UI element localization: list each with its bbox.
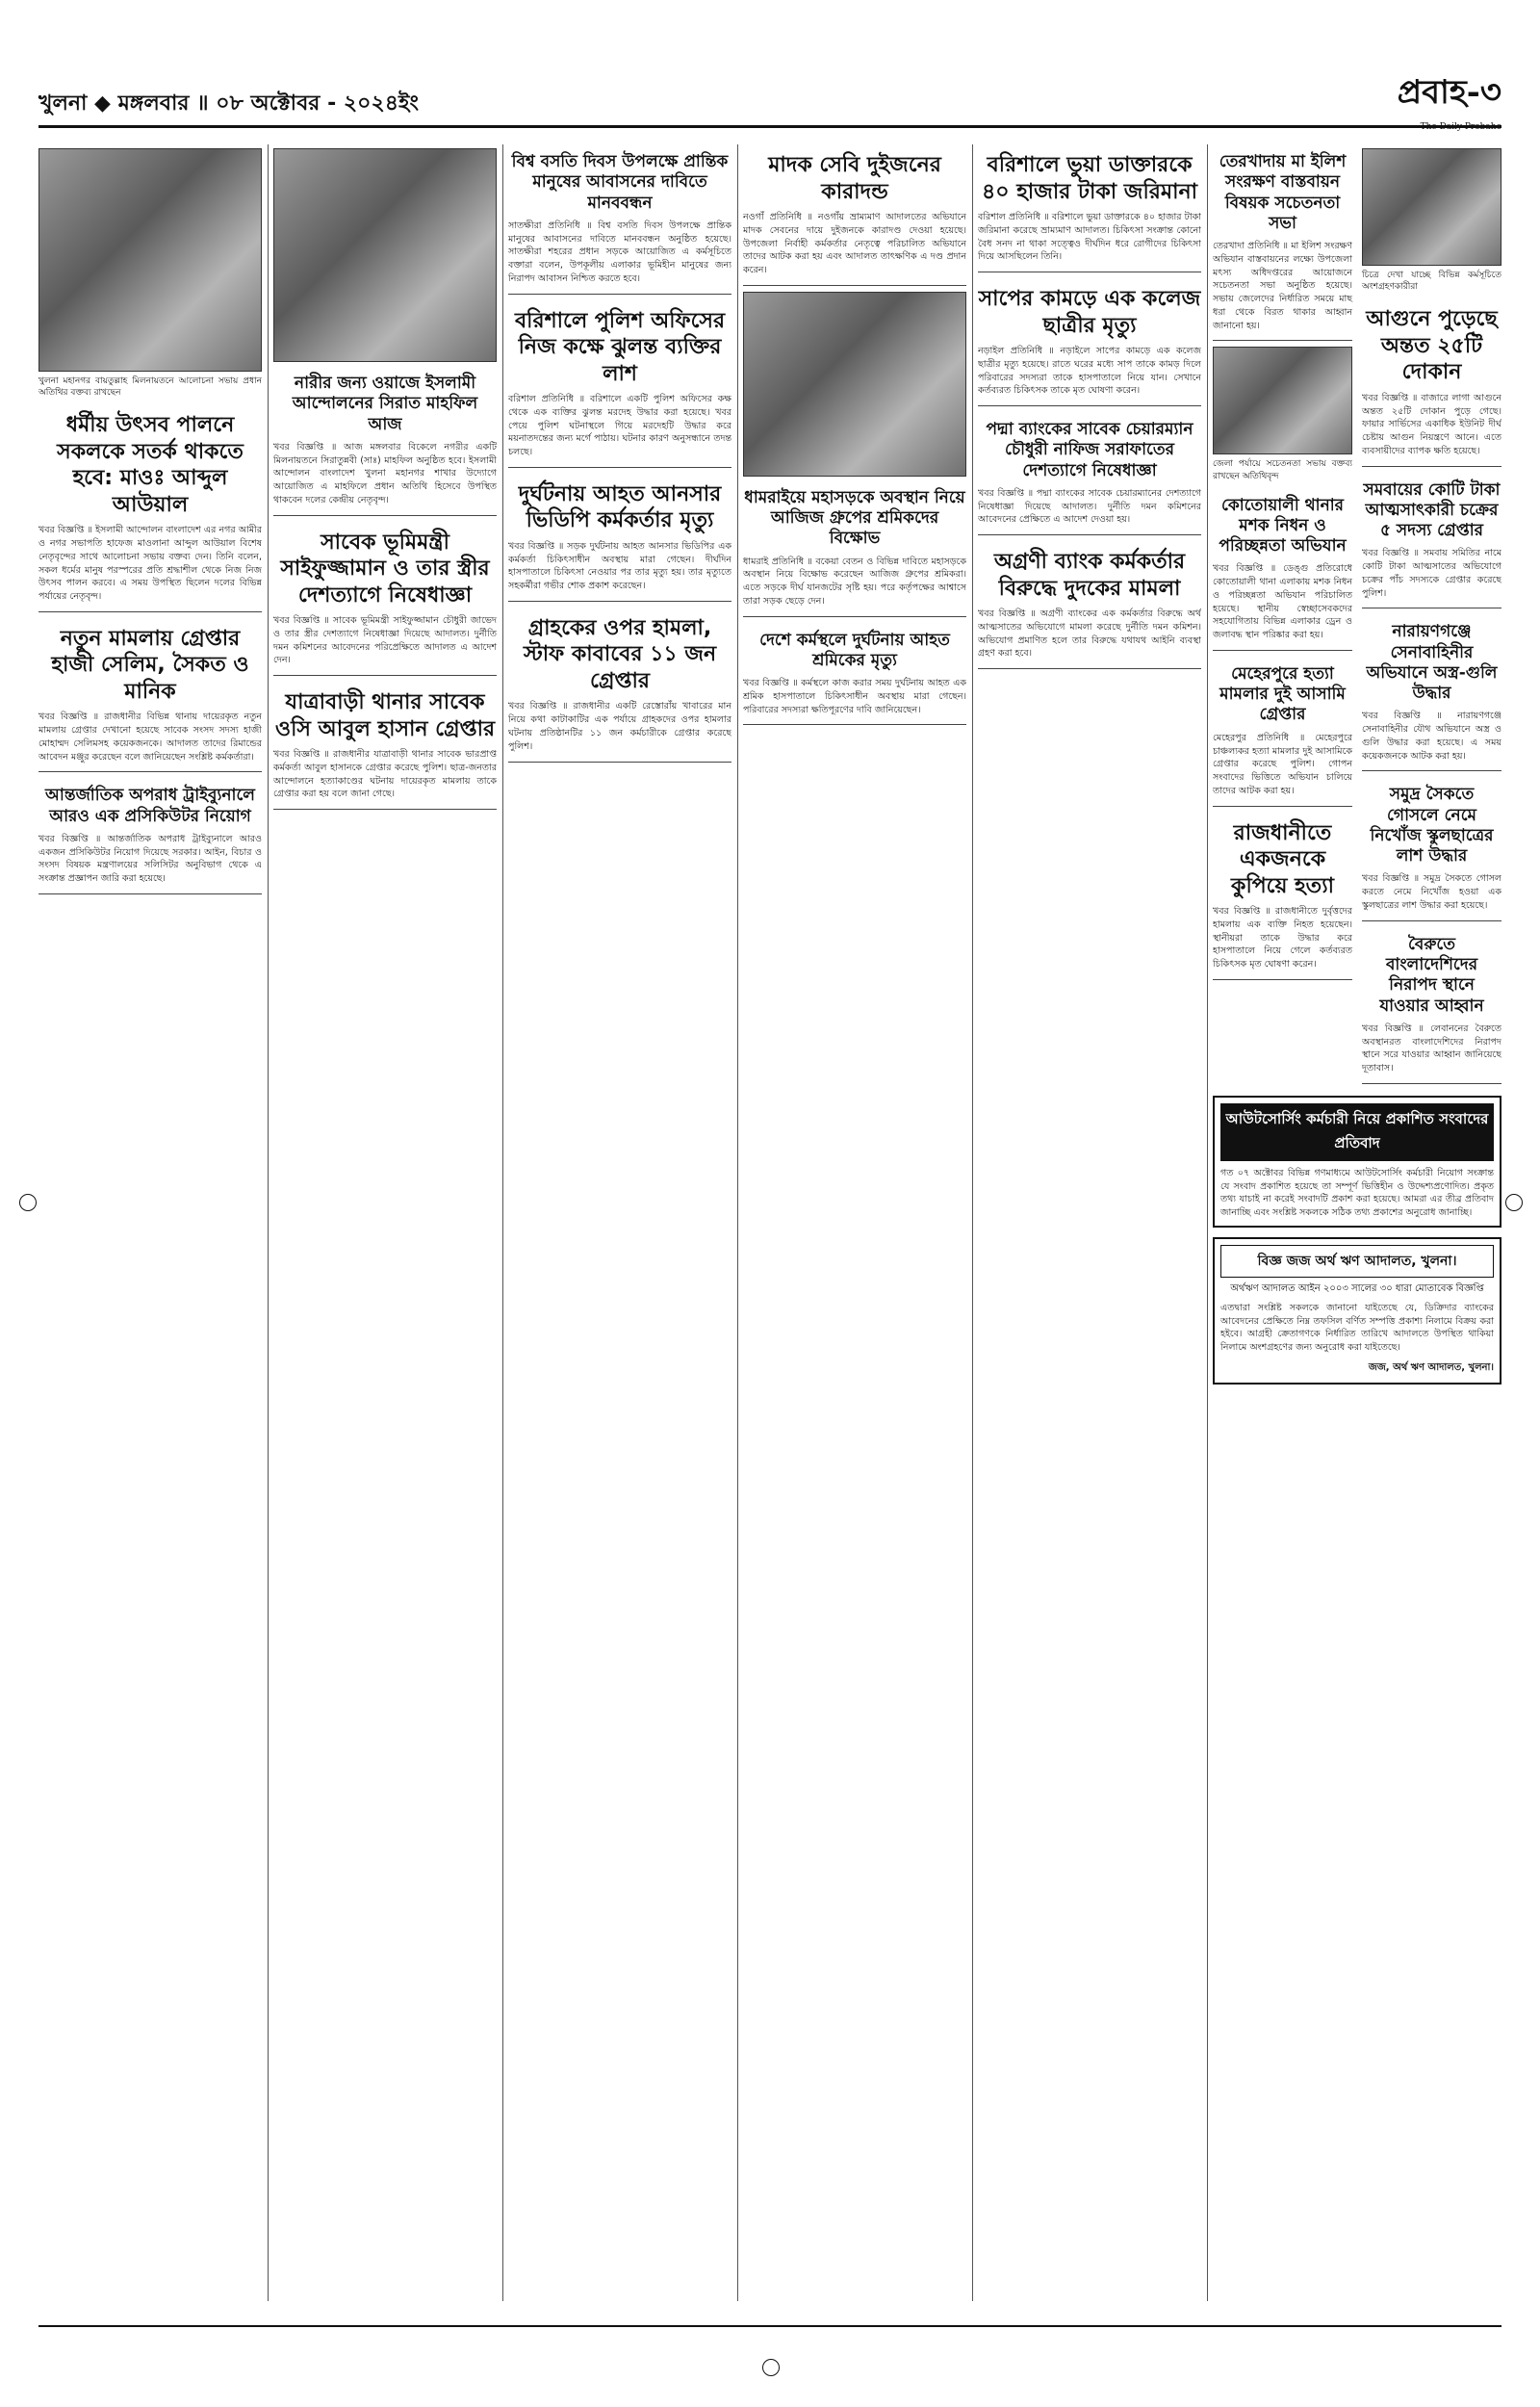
article-body: খবর বিজ্ঞপ্তি ॥ আজ মঙ্গলবার বিকেলে নগরীর একটি মিলনায়তনে সিরাতুন্নবী (সাঃ) মাহফিল অনুষ্ঠিত হবে। ইসলামী আন্দোলন বাংলাদেশ খুলনা মহানগর শাখার উদ্যোগে আয়োজিত এ মাহফিলে প্রধান অতিথি হিসেবে উপস্থিত থাকবেন দলের কেন্দ্রীয় নেতৃবৃন্দ। [273,441,497,505]
protest-notice [1213,1096,1502,1228]
article-body: খবর বিজ্ঞপ্তি ॥ পদ্মা ব্যাংকের সাবেক চেয়ারম্যানের দেশত্যাগে নিষেধাজ্ঞা দিয়েছে আদালত। দুর্নীতি দমন কমিশনের আবেদনের প্রেক্ষিতে এ আদেশ দেওয়া হয়। [978,487,1201,526]
article-body: খবর বিজ্ঞপ্তি ॥ রাজধানীতে দুর্বৃত্তদের হামলায় এক ব্যক্তি নিহত হয়েছেন। স্থানীয়রা তাকে উদ্ধার করে হাসপাতালে নিয়ে গেলে কর্তব্যরত চিকিৎসক মৃত ঘোষণা করেন। [1213,906,1352,971]
article [1213,657,1352,807]
article-headline: নতুন মামলায় গ্রেপ্তার হাজী সেলিম, সৈকত ও মানিক [51,626,249,704]
logo-subtitle: The Daily Probaho [1420,122,1502,132]
article-headline: বরিশালে পুলিশ অফিসের নিজ কক্ষে ঝুলন্ত ব্যক্তির লাশ [514,308,726,386]
court-subtitle: অর্থঋণ আদালত আইন ২০০৩ সালের ৩০ ধারা মোতাবেক বিজ্ঞপ্তি [1230,1282,1484,1294]
article-headline: দুর্ঘটনায় আহত আনসার ভিডিপি কর্মকর্তার মৃত্যু [518,481,722,533]
photo-caption: জেলা পর্যায়ে সচেতনতা সভায় বক্তব্য রাখছেন অতিথিবৃন্দ [1213,459,1352,481]
news-photo [38,148,262,372]
photo-caption: চিত্রে দেখা যাচ্ছে বিভিন্ন কর্মসূচিতে অংশগ্রহণকারীরা [1362,271,1502,293]
article-body: খবর বিজ্ঞপ্তি ॥ রাজধানীর বিভিন্ন থানায় দায়েরকৃত নতুন মামলায় গ্রেপ্তার দেখানো হয়েছে সাবেক সংসদ সদস্য হাজী মোহাম্মদ সেলিমসহ কয়েকজনকে। আদালত তাদের রিমান্ডের আবেদন মঞ্জুর করেছেন বলে জানিয়েছেন সংশ্লিষ্ট কর্মকর্তারা। [38,712,262,763]
article-headline: কোতোয়ালী থানার মশক নিধন ও পরিচ্ছন্নতা অভিযান [1219,495,1347,556]
column-5 [978,144,1201,2301]
article-headline: ধর্মীয় উৎসব পালনে সকলকে সতর্ক থাকতে হবে: মাওঃ আব্দুল আউয়াল [57,413,244,517]
sub-column-left [1213,144,1352,1090]
article [38,618,262,773]
registration-mark [19,1194,37,1211]
masthead [38,73,1502,132]
article [508,608,732,763]
article [1362,777,1502,920]
article-headline: পদ্মা ব্যাংকের সাবেক চেয়ারম্যান চৌধুরী নাফিজ সরাফাতের দেশত্যাগে নিষেধাজ্ঞা [986,420,1194,480]
article [743,623,966,726]
news-photo [1213,347,1352,454]
article-body: তেরখাদা প্রতিনিধি ॥ মা ইলিশ সংরক্ষণ অভিযান বাস্তবায়নের লক্ষ্যে উপজেলা মৎস্য অধিদপ্তরের আয়োজনে সচেতনতা সভা অনুষ্ঠিত হয়েছে। সভায় জেলেদের নির্ধারিত সময়ে মাছ ধরা থেকে বিরত থাকার আহ্বান জানানো হয়। [1213,241,1352,331]
article-headline: আগুনে পুড়েছে অন্তত ২৫টি দোকান [1366,307,1498,385]
article [978,278,1201,406]
article [38,404,262,612]
article [978,541,1201,669]
article [273,522,497,677]
column-divider [737,144,738,2301]
court-body: এতদ্বারা সংশ্লিষ্ট সকলকে জানানো যাইতেছে যে, ডিক্রিদার ব্যাংকের আবেদনের প্রেক্ষিতে নিম্ন তফসিল বর্ণিত সম্পত্তি প্রকাশ্য নিলামে বিক্রয় করা হইবে। আগ্রহী ক্রেতাগণকে নির্ধারিত তারিখে আদালতে উপস্থিত থাকিয়া নিলামে অংশগ্রহণের জন্য অনুরোধ করা যাইতেছে। [1220,1302,1494,1354]
article [273,682,497,810]
article-body: মেহেরপুর প্রতিনিধি ॥ মেহেরপুরে চাঞ্চল্যকর হত্যা মামলার দুই আসামিকে গ্রেপ্তার করেছে পুলিশ। গোপন সংবাদের ভিত্তিতে অভিযান চালিয়ে তাদের আটক করা হয়। [1213,732,1352,796]
right-top-row [1213,144,1502,1090]
article-body: ধামরাই প্রতিনিধি ॥ বকেয়া বেতন ও বিভিন্ন দাবিতে মহাসড়কে অবস্থান নিয়ে বিক্ষোভ করেছেন আজিজ গ্রুপের শ্রমিকরা। এতে সড়কে দীর্ঘ যানজটের সৃষ্টি হয়। পরে কর্তৃপক্ষের আশ্বাসে তারা সড়ক ছেড়ে দেন। [743,556,966,607]
article [508,144,732,295]
column-3 [508,144,732,2301]
photo-caption: খুলনা মহানগর বায়তুল্লাহ মিলনায়তনে আলোচনা সভায় প্রধান অতিথির বক্তব্য রাখছেন [38,376,262,399]
article [273,366,497,516]
article-body: খবর বিজ্ঞপ্তি ॥ সাবেক ভূমিমন্ত্রী সাইফুজ্জামান চৌধুরী জাভেদ ও তার স্ত্রীর দেশত্যাগে নিষেধাজ্ঞা দিয়েছে আদালত। দুর্নীতি দমন কমিশনের আবেদনের পরিপ্রেক্ষিতে আদালত এ আদেশ দেন। [273,615,497,666]
article-body: খবর বিজ্ঞপ্তি ॥ কর্মস্থলে কাজ করার সময় দুর্ঘটনায় আহত এক শ্রমিক হাসপাতালে চিকিৎসাধীন অবস্থায় মারা গেছেন। পরিবারের সদস্যরা ক্ষতিপূরণের দাবি জানিয়েছেন। [743,678,966,715]
article-headline: বিশ্ব বসতি দিবস উপলক্ষে প্রান্তিক মানুষের আবাসনের দাবিতে মানববন্ধন [511,152,729,213]
column-divider [502,144,503,2301]
article-body: খবর বিজ্ঞপ্তি ॥ সড়ক দুর্ঘটনায় আহত আনসার ভিডিপির এক কর্মকর্তা চিকিৎসাধীন অবস্থায় মারা গেছেন। দীর্ঘদিন হাসপাতালে চিকিৎসা নেওয়ার পর তার মৃত্যু হয়। তার মৃত্যুতে সহকর্মীরা গভীর শোক প্রকাশ করেছেন। [508,540,732,592]
article-headline: মেহেরপুরে হত্যা মামলার দুই আসামি গ্রেপ্তার [1219,663,1346,725]
article-headline: নারায়ণগঞ্জে সেনাবাহিনীর অভিযানে অস্ত্র-গুলি উদ্ধার [1366,622,1498,704]
newspaper-logo [1398,67,1502,132]
article-body: নওগাঁ প্রতিনিধি ॥ নওগাঁয় ভ্রাম্যমাণ আদালতের অভিযানে মাদক সেবনের দায়ে দুইজনকে কারাদণ্ড দেওয়া হয়েছে। উপজেলা নির্বাহী কর্মকর্তার নেতৃত্বে পরিচালিত অভিযানে তাদের আটক করা হয় এবং আদালত তাৎক্ষণিক এ দণ্ড প্রদান করেন। [743,212,966,276]
article [1213,144,1352,341]
article-headline: রাজধানীতে একজনকে কুপিয়ে হত্যা [1231,820,1334,898]
article-body: খবর বিজ্ঞপ্তি ॥ ইসলামী আন্দোলন বাংলাদেশ এর নগর আমীর ও নগর সভাপতি হাফেজ মাওলানা আব্দুল আউয়াল বিশেষ নেতৃবৃন্দের সাথে আলোচনা সভায় বক্তব্য দেন। তিনি বলেন, সকল ধর্মের মানুষ পরস্পরের প্রতি শ্রদ্ধাশীল থেকে নিজ নিজ উৎসব পালন করবে। এ সময় উপস্থিত ছিলেন দলের বিভিন্ন পর্যায়ের নেতৃবৃন্দ। [38,525,262,603]
court-title: বিজ্ঞ জজ অর্থ ঋণ আদালত, খুলনা। [1220,1245,1494,1278]
article-headline: বরিশালে ভুয়া ডাক্তারকে ৪০ হাজার টাকা জরিমানা [982,153,1197,204]
article [508,300,732,468]
article-headline: মাদক সেবি দুইজনের কারাদন্ড [768,153,941,204]
court-notice [1213,1237,1502,1385]
article [508,474,732,602]
dateline: খুলনা ◆ মঙ্গলবার ॥ ০৮ অক্টোবর - ২০২৪ইং [38,91,419,116]
newspaper-page [38,39,1502,2368]
article-body: খবর বিজ্ঞপ্তি ॥ লেবাননের বৈরুতে অবস্থানরত বাংলাদেশিদের নিরাপদ স্থানে সরে যাওয়ার আহ্বান জানিয়েছে দূতাবাস। [1362,1022,1502,1074]
article-body: খবর বিজ্ঞপ্তি ॥ আন্তর্জাতিক অপরাধ ট্রাইব্যুনালে আরও একজন প্রসিকিউটর নিয়োগ দিয়েছে সরকার। আইন, বিচার ও সংসদ বিষয়ক মন্ত্রণালয়ের সলিসিটর অনুবিভাগ থেকে এ সংক্রান্ত প্রজ্ঞাপন জারি করা হয়েছে। [38,833,262,885]
article-headline: বৈরুতে বাংলাদেশিদের নিরাপদ স্থানে যাওয়ার আহ্বান [1379,934,1484,1016]
article-headline: যাত্রাবাড়ী থানার সাবেক ওসি আবুল হাসান গ্রেপ্তার [274,690,496,741]
article-headline: আন্তর্জাতিক অপরাধ ট্রাইব্যুনালে আরও এক প্রসিকিউটর নিয়োগ [45,786,255,826]
article-headline: সমবায়ের কোটি টাকা আত্মসাৎকারী চক্রের ৫ সদস্য গ্রেপ্তার [1363,479,1501,541]
article-body: খবর বিজ্ঞপ্তি ॥ রাজধানীর যাত্রাবাড়ী থানার সাবেক ভারপ্রাপ্ত কর্মকর্তা আবুল হাসানকে গ্রেপ্তার করেছে পুলিশ। ছাত্র-জনতার আন্দোলনে হত্যাকাণ্ডের ঘটনায় দায়েরকৃত মামলায় তাকে গ্রেপ্তার করা হয় বলে জানা গেছে। [273,749,497,800]
article [1213,813,1352,980]
article-body: নড়াইল প্রতিনিধি ॥ নড়াইলে সাপের কামড়ে এক কলেজ ছাত্রীর মৃত্যু হয়েছে। রাতে ঘরের মধ্যে সাপ তাকে কামড় দিলে পরিবারের সদস্যরা তাকে হাসপাতালে নিয়ে যান। সেখানে কর্তব্যরত চিকিৎসক তাকে মৃত ঘোষণা করেন। [978,346,1201,397]
sub-column-right [1362,144,1502,1090]
article-body: খবর বিজ্ঞপ্তি ॥ ডেঙ্গু প্রতিরোধে কোতোয়ালী থানা এলাকায় মশক নিধন ও পরিচ্ছন্নতা অভিযান পরিচালিত হয়েছে। স্থানীয় স্বেচ্ছাসেবকদের সহযোগিতায় বিভিন্ন এলাকার ড্রেন ও জলাবদ্ধ স্থান পরিষ্কার করা হয়। [1213,563,1352,641]
court-signature: জজ, অর্থ ঋণ আদালত, খুলনা। [1368,1361,1494,1373]
article [1362,927,1502,1084]
article [1362,298,1502,466]
column-divider [1207,144,1208,2301]
article-body: খবর বিজ্ঞপ্তি ॥ অগ্রণী ব্যাংকের এক কর্মকর্তার বিরুদ্ধে অর্থ আত্মসাতের অভিযোগে মামলা করেছে দুর্নীতি দমন কমিশন। অভিযোগ প্রমাণিত হলে তার বিরুদ্ধে যথাযথ আইনি ব্যবস্থা গ্রহণ করা হবে। [978,608,1201,660]
article-body: খবর বিজ্ঞপ্তি ॥ সমবায় সমিতির নামে কোটি টাকা আত্মসাতের অভিযোগে চক্রের পাঁচ সদস্যকে গ্রেপ্তার করেছে পুলিশ। [1362,548,1502,599]
article [1362,614,1502,771]
notice-title: আউটসোর্সিং কর্মচারী নিয়ে প্রকাশিত সংবাদের প্রতিবাদ [1220,1103,1494,1161]
article-body: খবর বিজ্ঞপ্তি ॥ বাজারে লাগা আগুনে অন্তত ২৫টি দোকান পুড়ে গেছে। ফায়ার সার্ভিসের একাধিক ইউনিট দীর্ঘ চেষ্টায় আগুন নিয়ন্ত্রণে আনে। এতে ব্যবসায়ীদের ব্যাপক ক্ষতি হয়েছে। [1362,392,1502,456]
news-photo [273,148,497,362]
article-headline: সমুদ্র সৈকতে গোসলে নেমে নিখোঁজ স্কুলছাত্রের লাশ উদ্ধার [1370,785,1494,867]
news-photo [1362,148,1502,266]
article-body: বরিশাল প্রতিনিধি ॥ বরিশালে একটি পুলিশ অফিসের কক্ষ থেকে এক ব্যক্তির ঝুলন্ত মরদেহ উদ্ধার করা হয়েছে। খবর পেয়ে পুলিশ ঘটনাস্থলে গিয়ে মরদেহটি উদ্ধার করে ময়নাতদন্তের জন্য মর্গে পাঠায়। ঘটনার কারণ অনুসন্ধানে তদন্ত চলছে। [508,394,732,458]
news-photo [743,292,966,477]
column-2 [273,144,497,2301]
notice-body: গত ০৭ অক্টোবর বিভিন্ন গণমাধ্যমে আউটসোর্সিং কর্মচারী নিয়োগ সংক্রান্ত যে সংবাদ প্রকাশিত হয়েছে তা সম্পূর্ণ ভিত্তিহীন ও উদ্দেশ্যপ্রণোদিত। প্রকৃত তথ্য যাচাই না করেই সংবাদটি প্রকাশ করা হয়েছে। আমরা এর তীব্র প্রতিবাদ জানাচ্ছি এবং সংশ্লিষ্ট সকলকে সঠিক তথ্য প্রকাশের অনুরোধ জানাচ্ছি। [1220,1167,1494,1219]
article-body: খবর বিজ্ঞপ্তি ॥ নারায়ণগঞ্জে সেনাবাহিনীর যৌথ অভিযানে অস্ত্র ও গুলি উদ্ধার করা হয়েছে। এ সময় কয়েকজনকে আটক করা হয়। [1362,711,1502,762]
article-body: বরিশাল প্রতিনিধি ॥ বরিশালে ভুয়া ডাক্তারকে ৪০ হাজার টাকা জরিমানা করেছে ভ্রাম্যমাণ আদালত। চিকিৎসা সংক্রান্ত কোনো বৈধ সনদ না থাকা সত্ত্বেও দীর্ঘদিন ধরে রোগীদের চিকিৎসা দিয়ে আসছিলেন তিনি। [978,212,1201,263]
page-footer-rule [38,2325,1502,2327]
logo-text: প্রবাহ-৩ [1397,73,1502,112]
article-body: খবর বিজ্ঞপ্তি ॥ সমুদ্র সৈকতে গোসল করতে নেমে নিখোঁজ হওয়া এক স্কুলছাত্রের লাশ উদ্ধার করা হয়েছে। [1362,873,1502,912]
article [978,412,1201,535]
article-headline: সাবেক ভূমিমন্ত্রী সাইফুজ্জামান ও তার স্ত্রীর দেশত্যাগে নিষেধাজ্ঞা [280,530,490,608]
column-4 [743,144,966,2301]
article-headline: সাপের কামড়ে এক কলেজ ছাত্রীর মৃত্যু [978,287,1201,338]
article [978,144,1201,272]
article [38,778,262,894]
article-body: সাতক্ষীরা প্রতিনিধি ॥ বিশ্ব বসতি দিবস উপলক্ষে প্রান্তিক মানুষের আবাসনের দাবিতে মানববন্ধন অনুষ্ঠিত হয়েছে। সাতক্ষীরা শহরের প্রধান সড়কে আয়োজিত এ কর্মসূচিতে বক্তারা বলেন, উপকূলীয় এলাকার ভূমিহীন মানুষের জন্য নিরাপদ আবাসন নিশ্চিত করতে হবে। [508,220,732,284]
registration-mark [762,2359,780,2376]
column-1 [38,144,262,2301]
article-headline: গ্রাহকের ওপর হামলা, স্টাফ কাবাবের ১১ জন গ্রেপ্তার [523,615,717,693]
article [1362,473,1502,609]
article-headline: তেরখাদায় মা ইলিশ সংরক্ষণ বাস্তবায়ন বিষয়ক সচেতনতা সভা [1219,152,1347,233]
article [743,480,966,617]
registration-mark [1505,1194,1523,1211]
article [1213,488,1352,651]
column-6 [1213,144,1502,2301]
article-headline: নারীর জন্য ওয়াজে ইসলামী আন্দোলনের সিরাত মাহফিল আজ [292,374,478,434]
article-headline: অগ্রণী ব্যাংক কর্মকর্তার বিরুদ্ধে দুদকের মামলা [993,550,1186,601]
article [743,144,966,286]
column-divider [268,144,269,2301]
article-headline: ধামরাইয়ে মহাসড়কে অবস্থান নিয়ে আজিজ গ্রুপের শ্রমিকদের বিক্ষোভ [744,487,965,549]
column-divider [972,144,973,2301]
article-body: খবর বিজ্ঞপ্তি ॥ রাজধানীর একটি রেস্তোরাঁয় খাবারের মান নিয়ে কথা কাটাকাটির এক পর্যায়ে গ্রাহকদের ওপর হামলার ঘটনায় প্রতিষ্ঠানটির ১১ জন কর্মচারীকে গ্রেপ্তার করেছে পুলিশ। [508,701,732,752]
article-headline: দেশে কর্মস্থলে দুর্ঘটনায় আহত শ্রমিকের মৃত্যু [759,630,950,670]
